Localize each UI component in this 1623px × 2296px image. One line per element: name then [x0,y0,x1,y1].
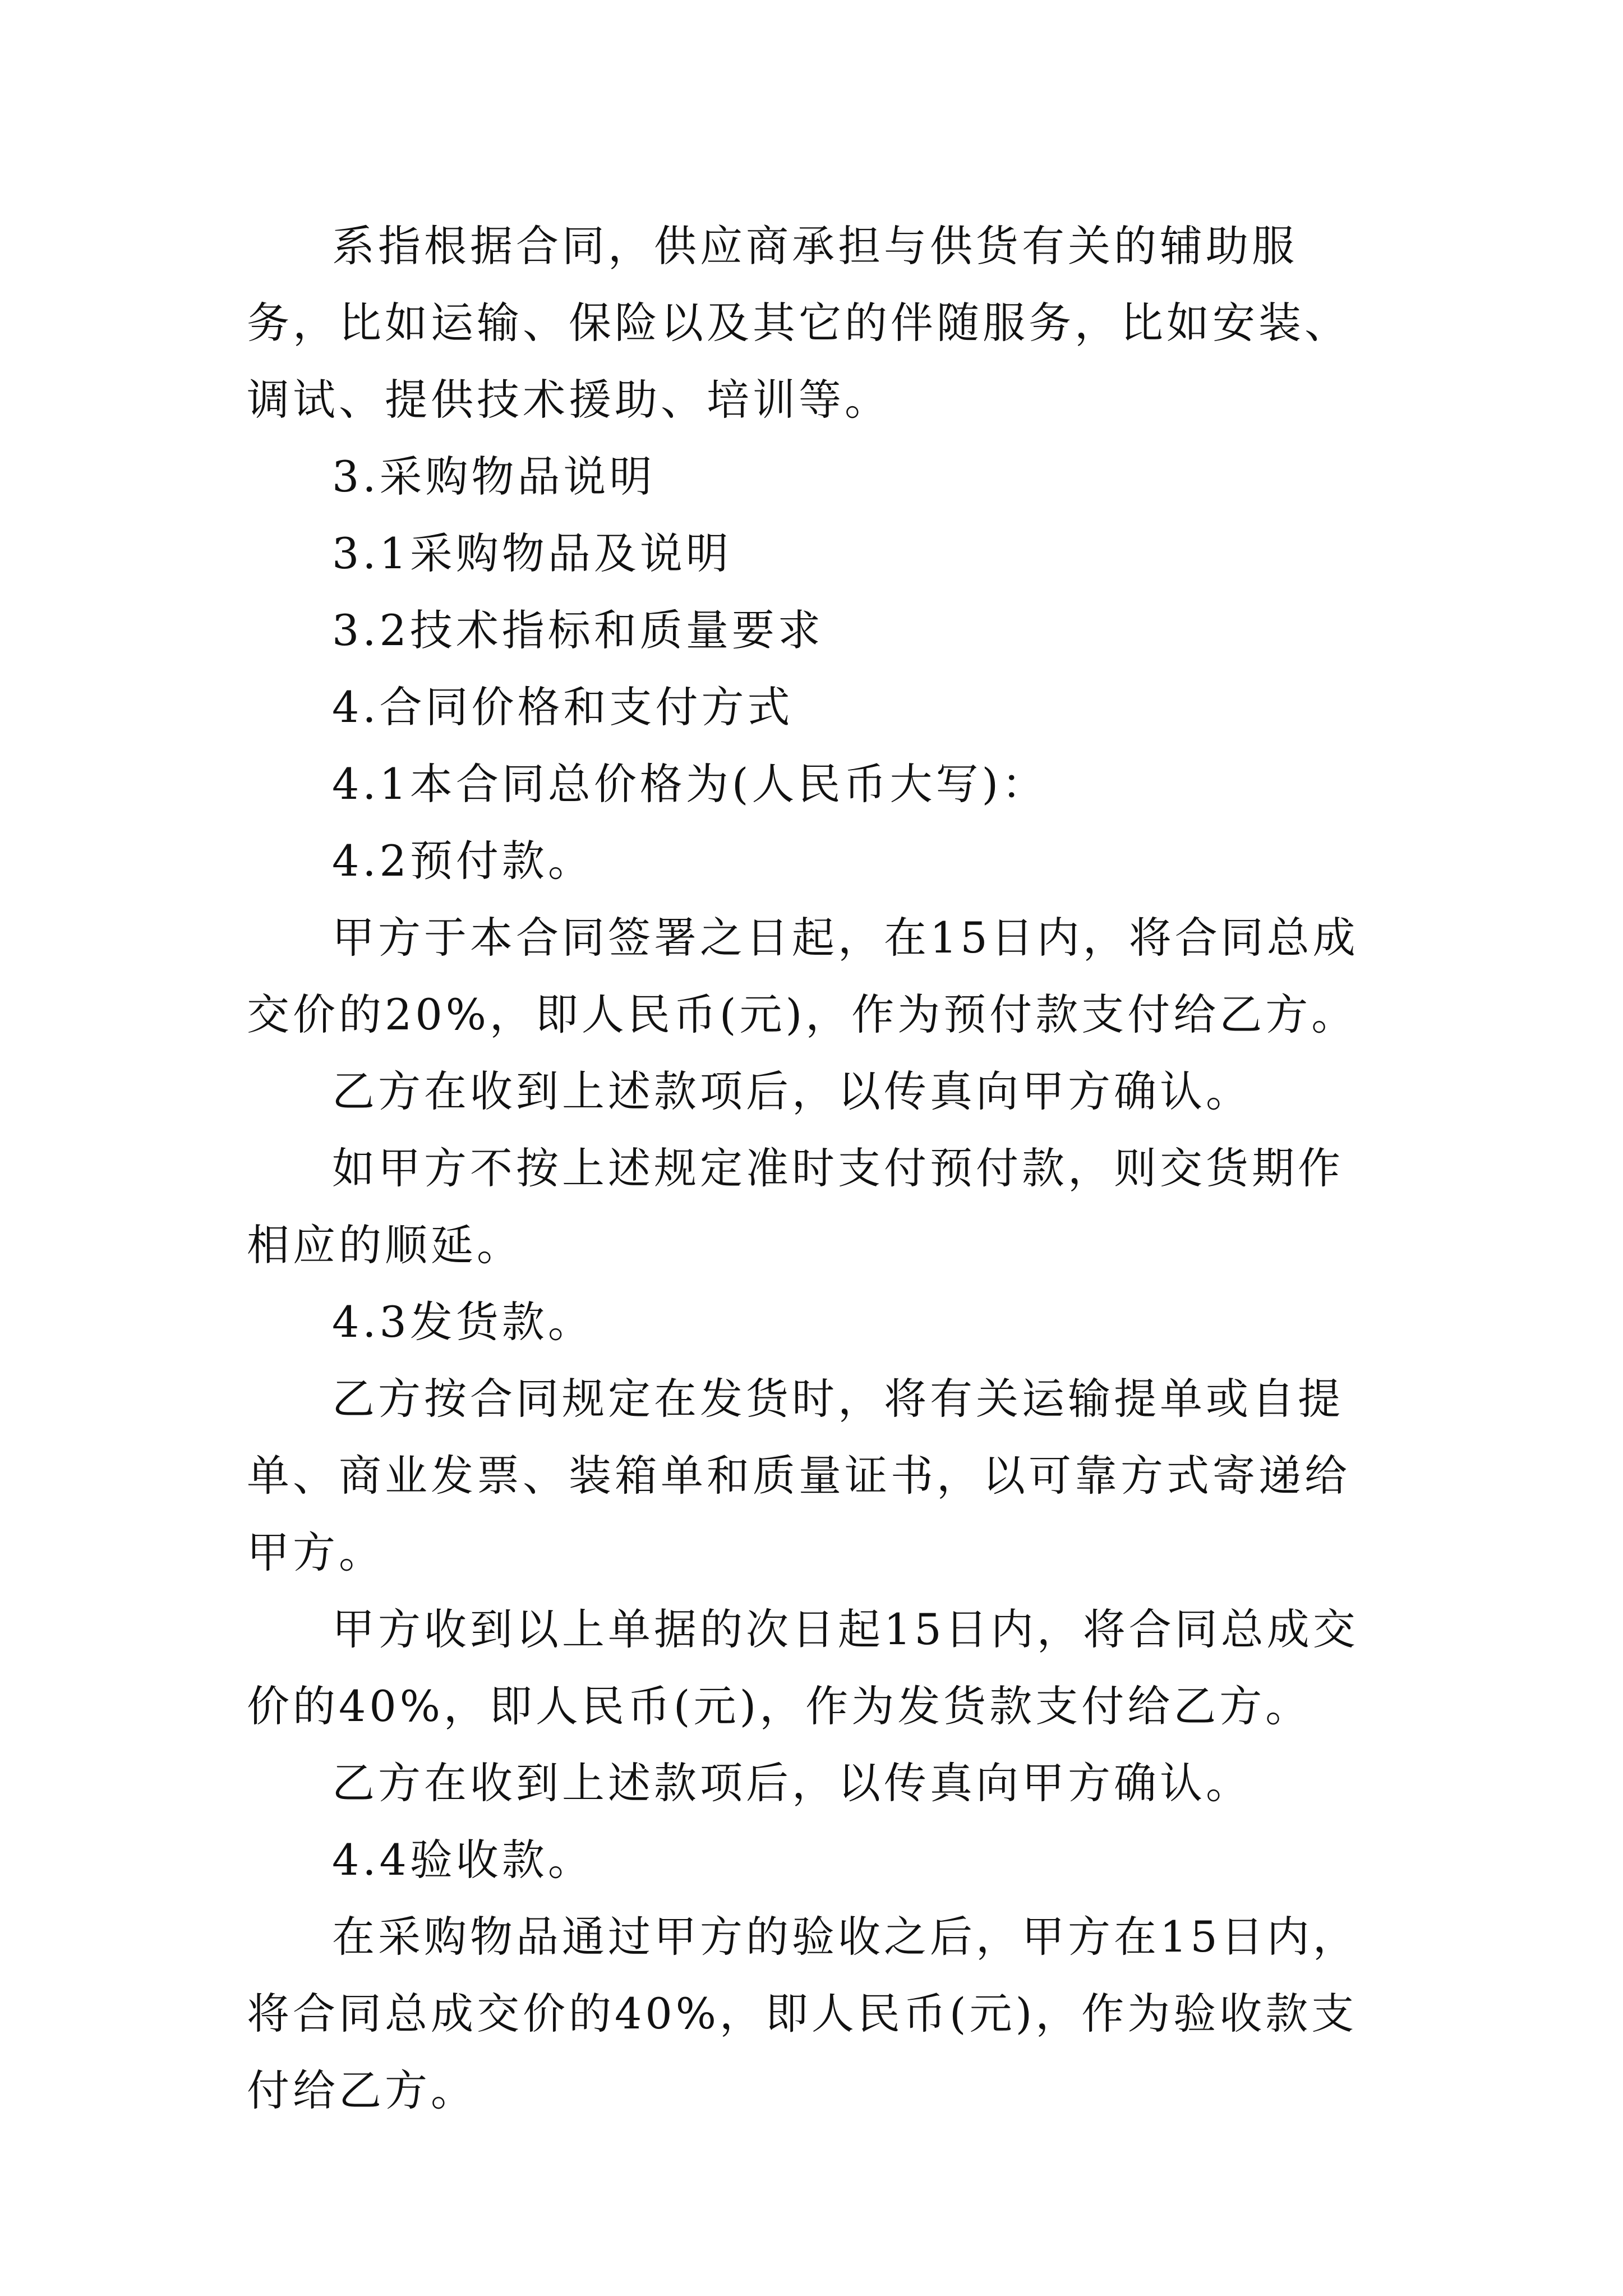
heading-section-4: 4.合同价格和支付方式 [332,682,794,732]
heading-section-3-1: 3.1采购物品及说明 [332,528,732,578]
paragraph-advance-delay: 如甲方不按上述规定准时支付预付款，则交货期作相应的顺延。 [247,1143,1344,1270]
heading-section-4-1: 4.1本合同总价格为(人民币大写)： [332,759,1048,809]
heading-section-3: 3.采购物品说明 [332,452,656,501]
document-body [247,208,1380,2129]
heading-section-3-2: 3.2技术指标和质量要求 [332,605,824,655]
paragraph-acceptance-payment: 在采购物品通过甲方的验收之后，甲方在15日内，将合同总成交价的40%，即人民币(元)，作为验收款支付给乙方。 [247,1912,1359,2115]
paragraph-shipping-confirm: 乙方在收到上述款项后，以传真向甲方确认。 [332,1758,1252,1808]
paragraph-shipping-payment: 甲方收到以上单据的次日起15日内，将合同总成交价的40%，即人民币(元)，作为发货款支付给乙方。 [247,1604,1359,1731]
paragraph-advance-confirm: 乙方在收到上述款项后，以传真向甲方确认。 [332,1066,1252,1116]
paragraph-shipping-documents: 乙方按合同规定在发货时，将有关运输提单或自提单、商业发票、装箱单和质量证书，以可靠方式寄递给甲方。 [247,1374,1350,1577]
paragraph-service-definition: 系指根据合同，供应商承担与供货有关的辅助服务，比如运输、保险以及其它的伴随服务，比如安装、调试、提供技术援助、培训等。 [247,221,1350,425]
heading-section-4-2: 4.2预付款。 [332,836,594,886]
heading-section-4-4: 4.4验收款。 [332,1835,594,1885]
paragraph-advance-payment: 甲方于本合同签署之日起，在15日内，将合同总成交价的20%，即人民币(元)，作为预付款支付给乙方。 [247,913,1359,1039]
heading-section-4-3: 4.3发货款。 [332,1297,594,1347]
